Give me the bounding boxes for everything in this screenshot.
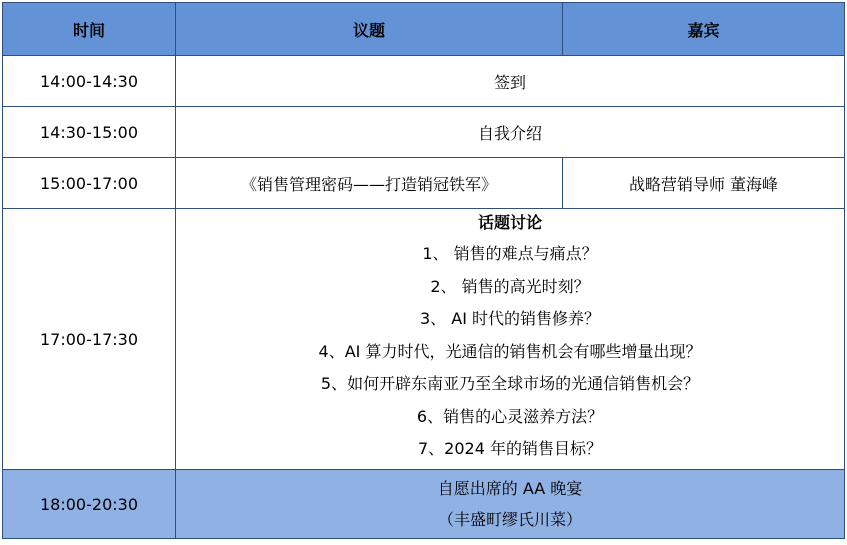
discussion-item: 1、 销售的难点与痛点？ xyxy=(422,244,598,264)
row-topic: 《销售管理密码——打造销冠铁军》 xyxy=(176,158,563,209)
dinner-title: 自愿出席的 AA 晚宴 xyxy=(437,479,583,498)
discussion-item: 3、 AI 时代的销售修养？ xyxy=(419,309,601,329)
agenda-row-discussion xyxy=(3,209,845,470)
row-guest: 战略营销导师 董海峰 xyxy=(563,158,845,209)
header-topic: 议题 xyxy=(176,3,563,56)
agenda-row-intro xyxy=(3,107,845,158)
row-time: 14:00-14:30 xyxy=(3,56,176,107)
header-row xyxy=(3,3,845,56)
discussion-item: 2、 销售的高光时刻？ xyxy=(430,276,590,296)
row-topic: 签到 xyxy=(176,56,845,107)
discussion-cell xyxy=(176,209,845,470)
discussion-title: 话题讨论 xyxy=(477,213,542,233)
row-time: 15:00-17:00 xyxy=(3,158,176,209)
dinner-cell xyxy=(176,470,845,539)
header-guest: 嘉宾 xyxy=(563,3,845,56)
agenda-row-checkin xyxy=(3,56,845,107)
header-time: 时间 xyxy=(3,3,176,56)
row-topic: 自我介绍 xyxy=(176,107,845,158)
row-time: 14:30-15:00 xyxy=(3,107,176,158)
discussion-item: 6、销售的心灵滋养方法？ xyxy=(416,406,604,426)
row-time: 17:00-17:30 xyxy=(3,209,176,470)
agenda-table xyxy=(2,2,845,539)
row-time: 18:00-20:30 xyxy=(3,470,176,539)
agenda-row-dinner xyxy=(3,470,845,539)
discussion-item: 4、AI 算力时代，光通信的销售机会有哪些增量出现？ xyxy=(318,341,702,361)
agenda-row-talk xyxy=(3,158,845,209)
discussion-item: 5、如何开辟东南亚乃至全球市场的光通信销售机会？ xyxy=(320,374,700,394)
dinner-venue: （丰盛町缪氏川菜） xyxy=(437,510,582,529)
discussion-item: 7、2024 年的销售目标？ xyxy=(418,439,602,459)
